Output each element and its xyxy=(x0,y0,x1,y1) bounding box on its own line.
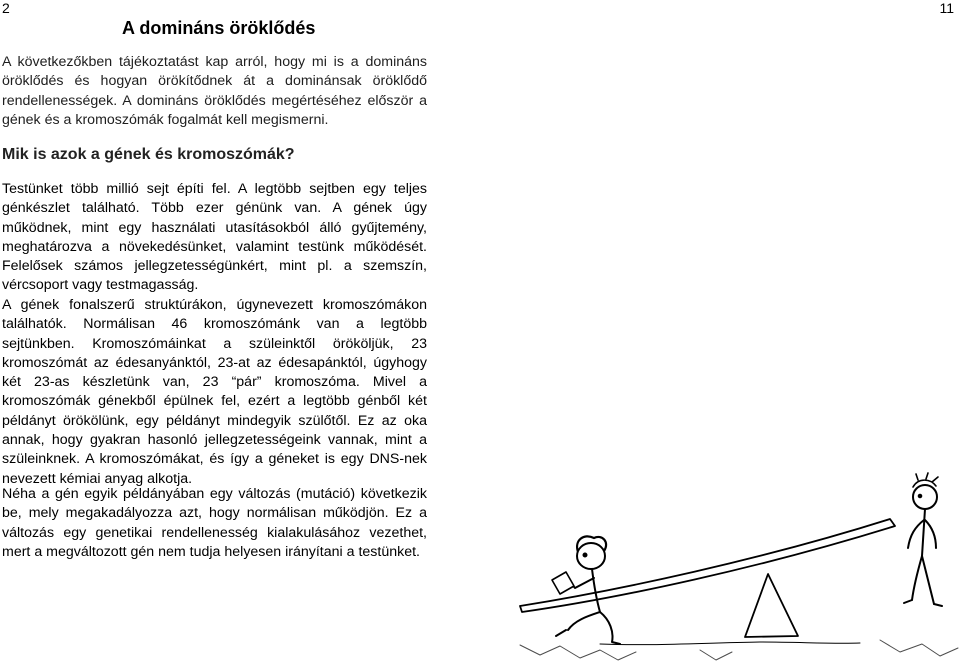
section-heading: Mik is azok a gének és kromoszómák? xyxy=(2,146,295,163)
figure-reading-legs xyxy=(568,612,620,644)
figure-reading-head xyxy=(577,543,605,569)
figure-standing-body xyxy=(922,509,925,556)
page-title: A domináns öröklődés xyxy=(122,18,316,38)
figure-standing-feet xyxy=(904,600,942,606)
intro-paragraph: A következőkben tájékoztatást kap arról, hogy mi is a domináns öröklődés és hogyan örökítődnek át a dominánsak öröklődő rendellenességek. A domináns öröklődés megértéséhez először a gének és a kromoszómák fogalmát kell megismerni. xyxy=(2,54,427,128)
figure-reading-eye xyxy=(584,554,587,557)
page-number-right: 11 xyxy=(939,0,954,16)
figure-standing-head xyxy=(913,485,937,509)
seesaw-fulcrum xyxy=(745,574,798,637)
figure-reading-book xyxy=(552,572,574,594)
ground-grass xyxy=(520,640,958,660)
figure-standing xyxy=(904,473,942,606)
seesaw-plank xyxy=(520,519,895,612)
figure-standing-legs xyxy=(912,556,934,604)
ground-line xyxy=(600,642,860,645)
paragraph-mutation: Néha a gén egyik példányában egy változás (mutáció) következik be, mely megakadályozza azt, hogy normálisan működjön. Ez a változás egy genetikai rendellenesség kialakulásához vezethet, mert a megváltozott gén nem tudja helyesen irányítani a testünket. xyxy=(2,486,427,560)
paragraph-chromosomes: A gének fonalszerű struktúrákon, úgynevezett kromoszómákon találhatók. Normálisan 46 kromoszómánk van a legtöbb sejtünkben. Kromoszómáinkat a szüleinktől örököljük, 23 kromoszómát az édesanyánktól, 23-at az édesapánktól, úgyhogy két 23-as készletünk van, 23 “pár” kromoszóma. Mivel a kromoszómák génekből épülnek fel, ezért a legtöbb génből két példányt örökölünk, egy példányt mindegyik szülőtől. Ez az oka annak, hogy gyakran hasonló jellegzetességeink vannak, mint a szüleinknek. A kromoszómákat, és így a géneket is egy DNS-nek nevezett kémiai anyag alkotja. xyxy=(2,297,427,487)
figure-reading-foot xyxy=(556,630,566,636)
figure-standing-eye xyxy=(919,495,922,498)
figure-reading-body xyxy=(592,569,600,612)
seesaw-illustration xyxy=(500,430,960,663)
paragraph-cells-genes: Testünket több millió sejt építi fel. A legtöbb sejtben egy teljes génkészlet található. Több ezer génünk van. A gének úgy működnek, mint egy használati utasításokból álló gyűjtemény, meghatározva a növekedésünket, valamint testünk működését. Felelősek számos jellegzetességünkért, mint pl. a szemszín, vércsoport vagy testmagasság. xyxy=(2,181,427,294)
page-number-left: 2 xyxy=(2,0,10,16)
